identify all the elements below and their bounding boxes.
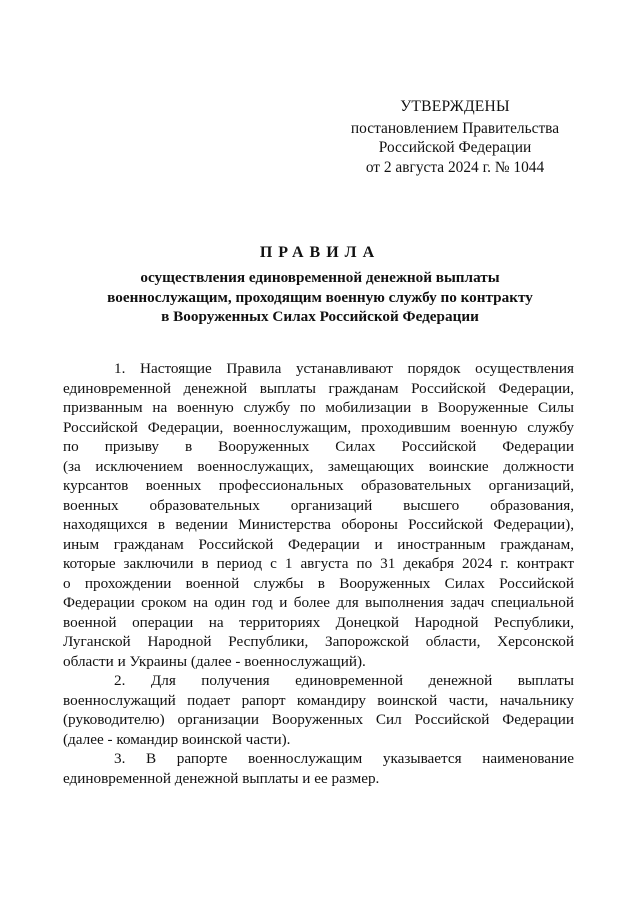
body-line: по призыву в Вооруженных Силах Российской Федерации	[63, 438, 574, 455]
approval-line: постановлением Правительства	[350, 119, 560, 137]
body-line: (далее - командир воинской части).	[63, 730, 291, 748]
body-line: 1. Настоящие Правила устанавливают порядок осуществления	[114, 360, 574, 377]
body-line: 2. Для получения единовременной денежной выплаты	[114, 672, 574, 689]
approval-block	[330, 97, 580, 177]
body-line: Луганской Народной Республики, Запорожской области, Херсонской	[63, 633, 574, 650]
document-body	[63, 359, 574, 788]
body-line: Российской Федерации, военнослужащим, проходившим военную службу	[63, 418, 574, 436]
body-line: военной операции на территориях Донецкой Народной Республики,	[63, 613, 574, 631]
body-line: курсантов военных профессиональных образовательных организаций,	[63, 477, 574, 494]
subtitle-line: в Вооруженных Силах Российской Федерации	[161, 308, 479, 325]
body-line: Федерации сроком на один год и более для выполнения задач специальной	[63, 594, 574, 611]
body-line: военных образовательных организаций высшего образования,	[63, 496, 574, 514]
approval-word: УТВЕРЖДЕНЫ	[400, 98, 510, 115]
body-line: призванным на военную службу по мобилизации в Вооруженные Силы	[63, 399, 574, 416]
body-line: о прохождении военной службы в Вооруженных Силах Российской	[63, 574, 574, 592]
body-line: области и Украины (далее - военнослужащий).	[63, 652, 366, 670]
approval-line: Российской Федерации	[378, 139, 532, 156]
approval-line: от 2 августа 2024 г. № 1044	[365, 158, 545, 176]
body-line: единовременной денежной выплаты гражданам Российской Федерации,	[63, 379, 574, 397]
body-line: военнослужащий подает рапорт командиру воинской части, начальнику	[63, 691, 574, 709]
subtitle-line: осуществления единовременной денежной выплаты	[140, 269, 500, 286]
body-line: единовременной денежной выплаты и ее размер.	[63, 769, 380, 787]
body-line: 3. В рапорте военнослужащим указывается наименование	[114, 750, 574, 767]
body-line: находящихся в ведении Министерства обороны Российской Федерации),	[63, 516, 574, 533]
document-subtitle	[80, 268, 560, 327]
body-line: (руководителю) организации Вооруженных Сил Российской Федерации	[63, 711, 574, 728]
body-line: (за исключением военнослужащих, замещающих воинские должности	[63, 457, 574, 475]
document-title: ПРАВИЛА	[259, 244, 381, 261]
body-line: иным гражданам Российской Федерации и иностранным гражданам,	[63, 535, 574, 553]
body-line: которые заключили в период с 1 августа по 31 декабря 2024 г. контракт	[63, 555, 574, 572]
subtitle-line: военнослужащим, проходящим военную службу по контракту	[107, 288, 533, 306]
